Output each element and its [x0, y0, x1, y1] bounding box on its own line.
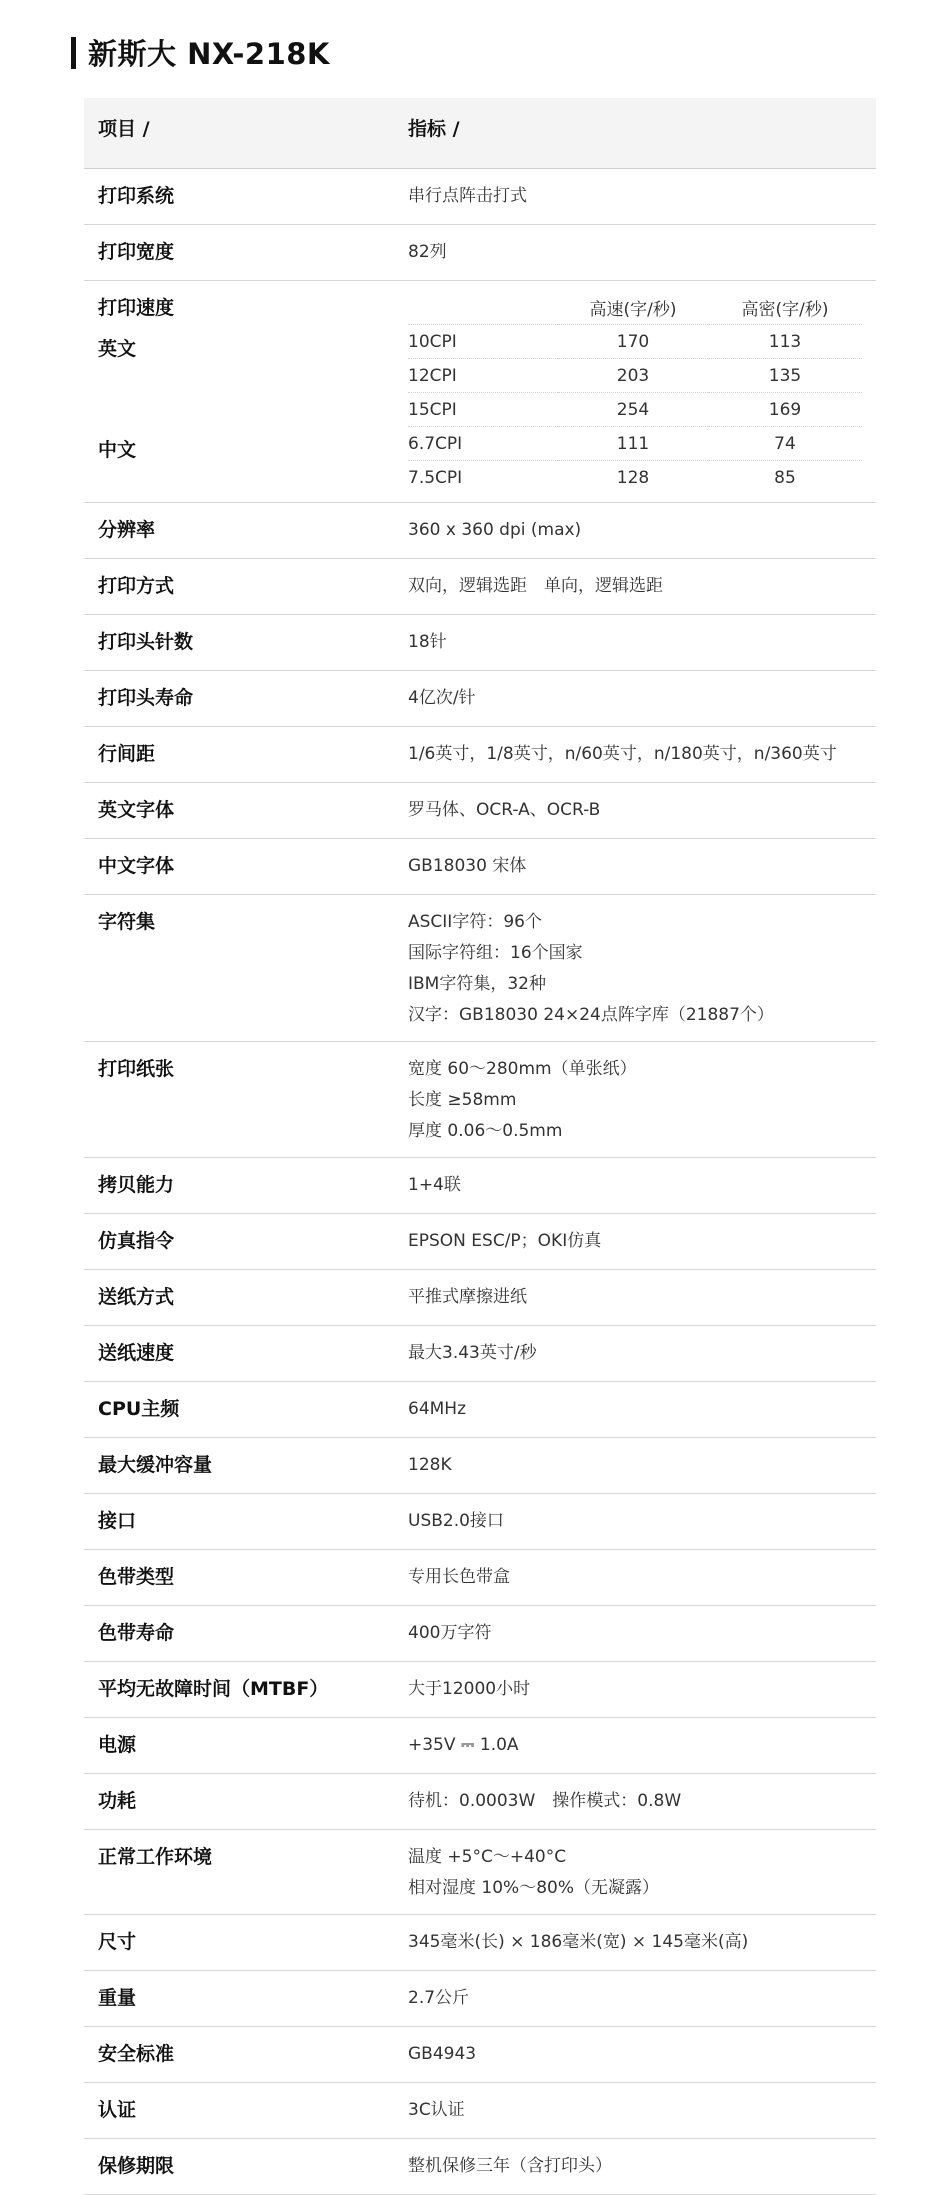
spec-value-line: ASCII字符：96个: [408, 912, 542, 932]
spec-value-line: +35V ⎓ 1.0A: [408, 1735, 519, 1755]
spec-row: [84, 1438, 876, 1494]
speed-cell: 170: [558, 325, 708, 359]
spec-value: [408, 2027, 876, 2083]
speed-subrow: [408, 325, 862, 359]
spec-key: 尺寸: [84, 1915, 408, 1971]
spec-value: [408, 1270, 876, 1326]
speed-cell: 6.7CPI: [408, 427, 558, 461]
spec-row: [84, 615, 876, 671]
spec-key: 分辨率: [84, 503, 408, 559]
spec-value: [408, 1438, 876, 1494]
spec-value: [408, 1042, 876, 1158]
spec-row: [84, 169, 876, 225]
spec-key: 平均无故障时间（MTBF）: [84, 1662, 408, 1718]
spec-value-line: USB2.0接口: [408, 1511, 504, 1531]
spec-value-line: 360 x 360 dpi (max): [408, 520, 582, 540]
spec-key: 送纸速度: [84, 1326, 408, 1382]
spec-value-line: 3C认证: [408, 2100, 465, 2120]
spec-row: [84, 1042, 876, 1158]
spec-row: [84, 727, 876, 783]
spec-value-line: 双向，逻辑选距 单向，逻辑选距: [408, 576, 663, 596]
spec-key: 送纸方式: [84, 1270, 408, 1326]
spec-key: 行间距: [84, 727, 408, 783]
spec-value-line: 128K: [408, 1455, 452, 1475]
spec-key: 打印方式: [84, 559, 408, 615]
spec-value: [408, 1494, 876, 1550]
speed-subtable: [408, 291, 862, 494]
spec-row: [84, 783, 876, 839]
spec-key: 最大缓冲容量: [84, 1438, 408, 1494]
spec-row: [84, 1662, 876, 1718]
spec-value: [408, 2139, 876, 2195]
speed-cell: 169: [708, 393, 862, 427]
header-item: 项目 /: [84, 98, 408, 169]
spec-row: [84, 1214, 876, 1270]
spec-row: [84, 1550, 876, 1606]
spec-key: 打印系统: [84, 169, 408, 225]
spec-value: [408, 727, 876, 783]
spec-key: 保修期限: [84, 2139, 408, 2195]
spec-value-line: 温度 +5°C～+40°C: [408, 1847, 567, 1867]
speed-column-header: [408, 291, 558, 325]
speed-subrow: [408, 427, 862, 461]
spec-key: 功耗: [84, 1774, 408, 1830]
spec-value: [408, 1915, 876, 1971]
speed-subrow: [408, 359, 862, 393]
spec-row: [84, 559, 876, 615]
speed-cell: 7.5CPI: [408, 467, 463, 488]
speed-cell: 74: [708, 427, 862, 461]
spec-value-line: EPSON ESC/P；OKI仿真: [408, 1231, 602, 1251]
spec-row: [84, 1830, 876, 1915]
spec-value-line: GB18030 宋体: [408, 856, 527, 876]
spec-value: [408, 1382, 876, 1438]
spec-row: [84, 1774, 876, 1830]
spec-row: [84, 1606, 876, 1662]
spec-value: [408, 839, 876, 895]
spec-value-line: 18针: [408, 632, 447, 652]
speed-keys: [84, 281, 408, 503]
spec-value-line: 相对湿度 10%～80%（无凝露）: [408, 1878, 659, 1898]
speed-column-header: 高速(字/秒): [558, 291, 708, 325]
speed-cell: 15CPI: [408, 393, 558, 427]
spec-value-line: 400万字符: [408, 1623, 492, 1643]
spec-value: [408, 1662, 876, 1718]
page-title: 新斯大 NX-218K: [88, 37, 330, 71]
spec-key: 认证: [84, 2083, 408, 2139]
spec-value-line: 345毫米(长) × 186毫米(宽) × 145毫米(高): [408, 1932, 749, 1952]
spec-row: [84, 671, 876, 727]
speed-cell: 10CPI: [408, 325, 558, 359]
spec-row: [84, 1158, 876, 1214]
spec-value: [408, 1774, 876, 1830]
spec-value: [408, 1971, 876, 2027]
spec-row: [84, 225, 876, 281]
spec-value-line: 宽度 60～280mm（单张纸）: [408, 1059, 637, 1079]
spec-value: [408, 615, 876, 671]
spec-value-line: 2.7公斤: [408, 1988, 470, 2008]
spec-value-line: 待机：0.0003W 操作模式：0.8W: [408, 1791, 682, 1811]
spec-key: 打印头针数: [84, 615, 408, 671]
spec-key: 中文字体: [84, 839, 408, 895]
spec-key: 打印头寿命: [84, 671, 408, 727]
spec-table: [84, 98, 876, 2195]
spec-key: 英文字体: [84, 783, 408, 839]
spec-key: 重量: [84, 1971, 408, 2027]
spec-value-line: GB4943: [408, 2044, 477, 2064]
header-value: 指标 /: [408, 98, 876, 169]
spec-value-line: 串行点阵击打式: [408, 186, 527, 206]
spec-value-line: 大于12000小时: [408, 1679, 531, 1699]
speed-key: 打印速度: [98, 297, 175, 319]
spec-key: 色带类型: [84, 1550, 408, 1606]
spec-value: [408, 169, 876, 225]
spec-value-line: IBM字符集，32种: [408, 974, 546, 994]
spec-row: [84, 895, 876, 1042]
spec-value: [408, 1550, 876, 1606]
spec-key: 字符集: [84, 895, 408, 1042]
spec-value-line: 4亿次/针: [408, 688, 476, 708]
spec-value: [408, 1718, 876, 1774]
spec-value: [408, 895, 876, 1042]
speed-values: [408, 281, 876, 503]
spec-row: [84, 1270, 876, 1326]
spec-row: [84, 503, 876, 559]
spec-row: [84, 839, 876, 895]
speed-cell: 203: [558, 359, 708, 393]
spec-value: [408, 1214, 876, 1270]
spec-row: [84, 1718, 876, 1774]
spec-value-line: 汉字：GB18030 24×24点阵字库（21887个）: [408, 1005, 774, 1025]
spec-row: [84, 2139, 876, 2195]
speed-cell: 12CPI: [408, 359, 558, 393]
spec-value: [408, 225, 876, 281]
spec-value-line: 罗马体、OCR-A、OCR-B: [408, 800, 601, 820]
speed-column-header: 高密(字/秒): [708, 291, 862, 325]
spec-key: 仿真指令: [84, 1214, 408, 1270]
speed-subrow: [408, 461, 862, 495]
page-title-block: [71, 32, 330, 73]
spec-key: 安全标准: [84, 2027, 408, 2083]
spec-value: [408, 783, 876, 839]
spec-value: [408, 1606, 876, 1662]
spec-key: 电源: [84, 1718, 408, 1774]
spec-value-line: 64MHz: [408, 1399, 467, 1419]
speed-cell: 85: [774, 467, 796, 488]
speed-subrow: [408, 393, 862, 427]
spec-value-line: 长度 ≥58mm: [408, 1090, 517, 1110]
spec-value-line: 1/6英寸，1/8英寸，n/60英寸，n/180英寸，n/360英寸: [408, 744, 837, 764]
spec-value-line: 82列: [408, 242, 447, 262]
spec-value-line: 国际字符组：16个国家: [408, 943, 583, 963]
spec-value-line: 平推式摩擦进纸: [408, 1287, 527, 1307]
spec-row: [84, 1915, 876, 1971]
spec-header-row: [84, 98, 876, 169]
speed-cell: 128: [616, 467, 650, 488]
spec-key: 接口: [84, 1494, 408, 1550]
speed-cell: 254: [558, 393, 708, 427]
spec-value: [408, 1158, 876, 1214]
spec-row: [84, 1326, 876, 1382]
spec-key: 打印纸张: [84, 1042, 408, 1158]
spec-value: [408, 1830, 876, 1915]
speed-label-cn: 中文: [98, 439, 137, 461]
spec-value-line: 最大3.43英寸/秒: [408, 1343, 537, 1363]
speed-row: [84, 281, 876, 503]
spec-key: 打印宽度: [84, 225, 408, 281]
spec-value: [408, 2083, 876, 2139]
spec-key: 拷贝能力: [84, 1158, 408, 1214]
title-accent-bar: [71, 37, 76, 69]
speed-cell: 135: [708, 359, 862, 393]
spec-row: [84, 1494, 876, 1550]
spec-value-line: 专用长色带盒: [408, 1567, 510, 1587]
spec-key: 色带寿命: [84, 1606, 408, 1662]
spec-row: [84, 1382, 876, 1438]
spec-value: [408, 503, 876, 559]
spec-value-line: 厚度 0.06～0.5mm: [408, 1121, 563, 1141]
spec-key: 正常工作环境: [84, 1830, 408, 1915]
spec-row: [84, 2027, 876, 2083]
spec-value-line: 1+4联: [408, 1175, 461, 1195]
spec-row: [84, 2083, 876, 2139]
spec-key: CPU主频: [84, 1382, 408, 1438]
spec-value: [408, 559, 876, 615]
speed-cell: 111: [558, 427, 708, 461]
spec-value-line: 整机保修三年（含打印头）: [408, 2156, 612, 2176]
speed-cell: 113: [708, 325, 862, 359]
spec-value: [408, 671, 876, 727]
spec-row: [84, 1971, 876, 2027]
speed-subheader: [408, 291, 862, 325]
speed-label-en: 英文: [98, 338, 137, 360]
spec-value: [408, 1326, 876, 1382]
